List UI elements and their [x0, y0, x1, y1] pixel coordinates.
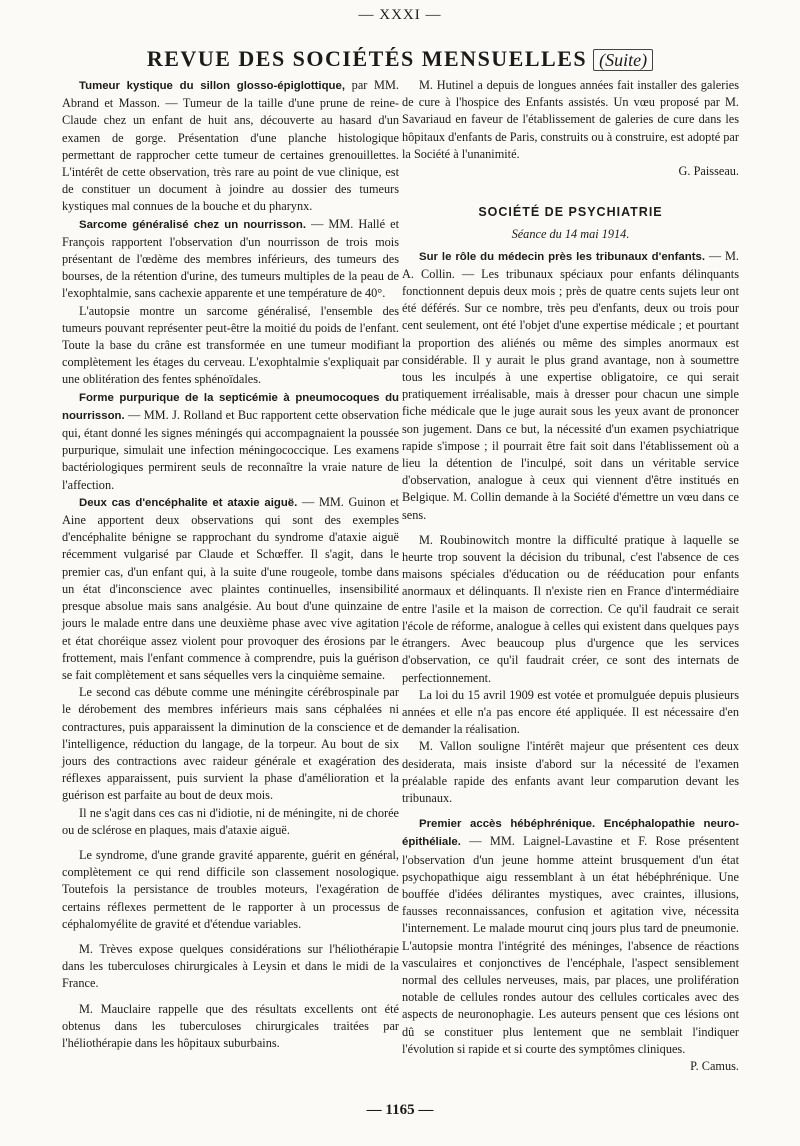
article-body: par MM. Abrand et Masson. — Tumeur de la taille d'une prune de reine-Claude chez un enfant de huit ans, découverte au hasard d'un examen de gorge. Présentation d'une planche histologique permettant de rapprocher cette tumeur de certaines grenouillettes. L'intérêt de cette observation, très rare au point de vue clinique, est de constituer un document à joindre au dossier des tumeurs kystiques mal connues de la bouche et du pharynx.: [62, 78, 399, 214]
roman-page-number: — XXXI —: [358, 7, 442, 23]
paragraph: Le syndrome, d'une grande gravité apparente, guérit en général, complètement ce qui rend difficile son classement nosologique. Toutefois la persistance de troubles moteurs, l'exagération de certains réflexes permettent de le rapporter à un processus de céphalomyélite de gravité et d'étendue variables.: [62, 847, 399, 931]
page-title: [0, 46, 800, 72]
author-signature: G. Paisseau.: [678, 164, 739, 179]
paragraph: M. Trèves expose quelques considérations sur l'héliothérapie dans les tuberculoses chirurgicales à Leysin et dans le midi de la France.: [62, 941, 399, 991]
left-column: [62, 77, 399, 1052]
paragraph: Il ne s'agit dans ces cas ni d'idiotie, ni de méningite, ni de chorée ou de sclérose en plaques, mais d'ataxie aiguë.: [62, 805, 399, 837]
article-sarcome: [62, 216, 399, 303]
article-body: — MM. J. Rolland et Buc rapportent cette observation qui, étant donné les signes méningés qui accompagnaient la poussée purpurique, simulait une infection méningococcique. Les examens bactériologiques permirent seuls de reconnaître la vraie nature de l'affection.: [62, 407, 399, 492]
article-body: — MM. Laignel-Lavastine et F. Rose présentent l'observation d'un jeune homme atteint brusquement d'un état psychopathique aigu ressemblant à un état hébéphrénique. Une bouffée d'idées délirantes mystiques, avec craintes, illusions, fausses reconnaissances, confusion et agitation vive, nécessita l'internement. Le malade mourut cinq jours plus tard de pneumonie. L'autopsie montra l'intégrité des méninges, l'absence de réactions vasculaires et conjonctives de l'encéphale, l'aspect sensiblement normal des cellules nerveuses, mais, par places, une prolifération notable de cellules rondes autour des cellules corticales avec des aspects de neuronophagie. Les auteurs pensent que ces lésions ont dû se constituer plus lentement que ne semblait l'indiquer l'évolution si rapide et si courte des symptômes cliniques.: [402, 834, 739, 1056]
article-tumeur-kystique: [62, 77, 399, 216]
article-body: — M. A. Collin. — Les tribunaux spéciaux pour enfants délinquants fonctionnent depuis deux mois ; près de quatre cents sujets leur ont été déférés. Sur ce nombre, très peu d'enfants, deux ou trois pour cent seulement, ont été l'objet d'une expertise médicale ; et pourtant la proportion des aliénés ou même des simples anormaux est considérable. Il y aurait le plus grand avantage, non à soumettre tous les inculpés à une expertise obligatoire, ce qui serait pratiquement irréalisable, mais à dresser pour chacun une simple fiche médicale que le juge aurait sous les yeux avant de prononcer son jugement. Dans ce but, la nécessité d'un examen psychiatrique rapide s'impose ; il pourrait être fait soit dans l'établissement où a lieu la détention de l'inculpé, soit dans un véritable service d'observation, analogue à ceux qui viennent d'être institués en Belgique. M. Collin demande à la Société d'émettre un vœu dans ce sens.: [402, 248, 739, 522]
article-body: — MM. Guinon et Aine apportent deux observations qui sont des exemples d'encéphalite bénigne se rapprochant du syndrome d'ataxie aiguë récemment vulgarisé par Claude et Schœffer. Il s'agit, dans le premier cas, d'un enfant qui, à la suite d'une rougeole, tombe dans un état d'inconscience avec plaintes continuelles, insensibilité presque absolue mais sans analgésie. Au bout d'une quinzaine de jours le malade entre dans une deuxième phase avec vive agitation et état choréique assez violent pour provoquer des érosions par le frottement, mais l'enfant commence à comprendre, puis la guérison se fait complètement et sans séquelles vers la cinquième semaine.: [62, 494, 399, 682]
article-heading: Forme purpurique de la septicémie à pneumocoques du nourrisson.: [62, 391, 399, 422]
paragraph: L'autopsie montre un sarcome généralisé, l'ensemble des tumeurs pouvant représenter peut-être la moitié du poids de l'enfant. Toute la base du crâne est transformée en une tumeur modifiant complètement les étages du cerveau. L'exophtalmie s'expliquait par une oblitération des fentes sphénoïdales.: [62, 303, 399, 387]
article-heading: Deux cas d'encéphalite et ataxie aiguë.: [79, 496, 298, 509]
article-body: — MM. Hallé et François rapportent l'observation d'un nourrisson de trois mois présentant de l'œdème des membres inférieurs, des tumeurs des bourses, de la rétention d'urine, des tumeurs multiples de la peau de l'exophtalmie, sans cachexie apparente et une température de 40°.: [62, 216, 400, 301]
paragraph: M. Hutinel a depuis de longues années fait installer des galeries de cure à l'hospice des Enfants assistés. Un vœu proposé par M. Savariaud en faveur de l'établissement de galeries de cure dans les hôpitaux d'enfants de Paris, construits ou à construire, est adopté par la Société à l'unanimité.: [402, 78, 739, 161]
paragraph: Le second cas débute comme une méningite cérébrospinale par le dérobement des membres inférieurs mais sans céphalées ni contractures, puis apparaissent la diminution de la conscience et de l'intelligence, réduction du langage, de la torpeur. Au bout de six jours des contractions avec raideur générale et exagération des réflexes apparaissent, puis survient la phase d'amélioration et la guérison est parfaite au bout de deux mois.: [62, 685, 399, 803]
article-heading: Premier accès hébéphrénique. Encéphalopathie neuro-épithéliale.: [402, 818, 739, 849]
title-text: REVUE DES SOCIÉTÉS MENSUELLES: [146, 46, 588, 71]
paragraph: La loi du 15 avril 1909 est votée et promulguée depuis plusieurs années et elle n'a pas encore été appliquée. Il est nécessaire d'en demander la réalisation.: [402, 687, 739, 737]
paragraph: M. Mauclaire rappelle que des résultats excellents ont été obtenus dans les tuberculoses chirurgicales traitées par l'héliothérapie dans les hôpitaux suburbains.: [62, 1001, 399, 1050]
session-date: Séance du 14 mai 1914.: [511, 227, 630, 242]
section-heading: SOCIÉTÉ DE PSYCHIATRIE: [478, 205, 663, 220]
page-number: — 1165 —: [366, 1102, 434, 1118]
suite-label: (Suite): [593, 49, 653, 71]
article-hebephrenique: [402, 815, 739, 1058]
paragraph: M. Vallon souligne l'intérêt majeur que présentent ces deux desiderata, mais insiste d'abord sur la nécessité de l'examen préalable rapide des enfants avant leur comparution devant les tribunaux.: [402, 739, 739, 805]
article-heading: Tumeur kystique du sillon glosso-épiglottique,: [79, 80, 346, 92]
article-forme-purpurique: [62, 389, 399, 494]
paragraph: M. Roubinowitch montre la difficulté pratique à laquelle se heurte trop souvent la décision du tribunal, c'est l'absence de ces maisons spéciales d'éducation ou de rééducation pour enfants anormaux et délinquants. Il n'existe rien en France d'intermédiaire entre l'asile et la maison de correction. Ce qu'il faudrait ce serait l'école de réforme, analogue à celles qui existent dans quelques pays étrangers. Avec beaucoup plus d'urgence que les services d'observation, ce qu'il faudrait créer, ce sont des internats de perfectionnement.: [402, 532, 739, 685]
author-signature: P. Camus.: [690, 1058, 739, 1073]
right-column: [402, 77, 739, 1075]
article-heading: Sarcome généralisé chez un nourrisson.: [79, 218, 306, 231]
article-role-medecin: [402, 248, 739, 524]
article-encephalite: [62, 494, 399, 684]
article-heading: Sur le rôle du médecin près les tribunaux d'enfants.: [419, 250, 706, 263]
